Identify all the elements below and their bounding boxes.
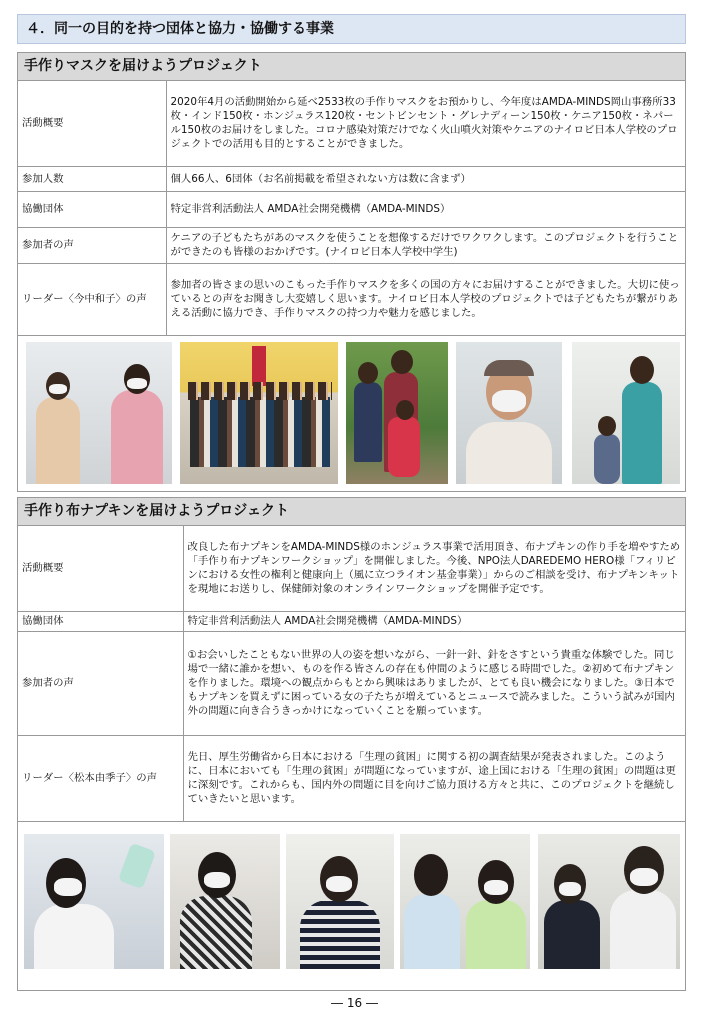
row-text: 特定非営利活動法人 AMDA社会開発機構（AMDA-MINDS）: [183, 611, 685, 631]
row-text: ①お会いしたこともない世界の人の姿を想いながら、一針一針、針をさすという貴重な体験でした。同じ場で一緒に誰かを想い、ものを作る皆さんの存在も仲間のように感じる時間でした。②初めて布ナプキンを作りました。環境への観点からもとから興味はありましたが、とても良い機会になりました。③日本でもナプキンを買えずに困っている女の子たちが増えているとニュースで読みました。こういう試みが国内外の問題に向き合うきっかけになっていくことを願っています。: [183, 631, 685, 735]
table-row: [18, 263, 685, 335]
photo-women-with-masks: [26, 342, 172, 484]
row-text: 特定非営利活動法人 AMDA社会開発機構（AMDA-MINDS）: [166, 191, 685, 227]
photo-woman-mask-closeup: [456, 342, 562, 484]
table-row: [18, 81, 685, 166]
table-row: [18, 611, 685, 631]
row-label: 参加人数: [18, 166, 166, 191]
photo-two-women-sewing: [400, 834, 530, 969]
table-row: [18, 227, 685, 263]
table-row: [18, 166, 685, 191]
photo-woman-stitching: [286, 834, 394, 969]
table-row: [18, 191, 685, 227]
project-napkin-block: [17, 497, 686, 991]
table-row: [18, 735, 685, 821]
project-mask-photos: [18, 335, 685, 489]
row-label: リーダー〈今中和子〉の声: [18, 263, 166, 335]
row-text: 個人66人、6団体（お名前掲載を希望されない方は数に含まず）: [166, 166, 685, 191]
section-title: ４．同一の目的を持つ団体と協力・協働する事業: [17, 14, 686, 44]
photo-woman-holding-cloth: [24, 834, 164, 969]
project-napkin-photos: [18, 821, 685, 988]
row-label: 参加者の声: [18, 631, 183, 735]
row-label: 活動概要: [18, 526, 183, 611]
row-text: 改良した布ナプキンをAMDA-MINDS様のホンジュラス事業で活用頂き、布ナプキンの作り手を増やすため「手作り布ナプキンワークショップ」を開催しました。今後、NPO法人DAREDEMO HERO様「フィリピンにおける女性の権利と健康向上（風に立つライオン基金事業）」からのご相談を受け、布ナプキンキットを現地にお送りし、保健師対象のオンラインワークショップを開催予定です。: [187, 541, 681, 596]
row-label: リーダー〈松本由季子〉の声: [18, 735, 183, 821]
page-number: ― 16 ―: [331, 996, 378, 1010]
photo-woman-sewing: [170, 834, 280, 969]
photo-two-women-workshop: [538, 834, 680, 969]
row-text: 参加者の皆さまの思いのこもった手作りマスクを多くの国の方々にお届けすることができました。大切に使っているとの声をお聞きし大変嬉しく思います。ナイロビ日本人学校のプロジェクトでは子どもたちが繋がりあえる活動に協力でき、手作りマスクの持つ力や魅力を感じました。: [166, 263, 685, 335]
photo-group-children: [180, 342, 338, 484]
project-mask-table: [18, 81, 685, 335]
table-row: [18, 631, 685, 735]
project-napkin-title: 手作り布ナプキンを届けようプロジェクト: [18, 498, 685, 526]
project-mask-block: [17, 52, 686, 492]
row-label: 活動概要: [18, 81, 166, 166]
row-text: ケニアの子どもたちがあのマスクを使うことを想像するだけでワクワクします。このプロジェクトを行うことができたのも皆様のおかげです。(ナイロビ日本人学校中学生): [166, 227, 685, 263]
row-text: 2020年4月の活動開始から延べ2533枚の手作りマスクをお預かりし、今年度はAMDA-MINDS岡山事務所33枚・インド150枚・ホンジュラス120枚・セントビンセント・グレナディーン150枚・ケニア150枚・ネパール150枚のお届けをしました。コロナ感染対策だけでなく火山噴火対策やケニアのナイロビ日本人学校のプロジェクトでの活用も目的とすることができました。: [170, 96, 678, 151]
project-napkin-table: [18, 526, 685, 821]
row-label: 協働団体: [18, 191, 166, 227]
project-mask-title: 手作りマスクを届けようプロジェクト: [18, 53, 685, 81]
table-row: [18, 526, 685, 611]
row-text: 先日、厚生労働省から日本における「生理の貧困」に関する初の調査結果が発表されました。このように、日本においても「生理の貧困」が問題になっていますが、途上国における「生理の貧困」の問題は更に深刻です。これからも、国内外の問題に目を向けご協力頂ける方々と共に、このプロジェクトを継続していきたいと思います。: [183, 735, 685, 821]
photo-mother-child: [572, 342, 680, 484]
photo-children-outdoors: [346, 342, 448, 484]
row-label: 参加者の声: [18, 227, 166, 263]
row-label: 協働団体: [18, 611, 183, 631]
